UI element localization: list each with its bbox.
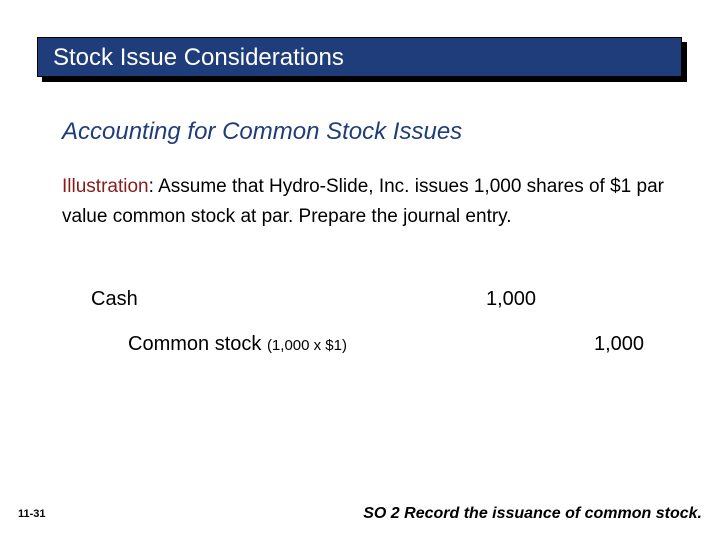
- slide-subtitle: Accounting for Common Stock Issues: [62, 118, 463, 145]
- debit-amount: 1,000: [486, 288, 537, 310]
- illustration-label: Illustration: [62, 176, 149, 197]
- title-bar: [37, 37, 682, 77]
- debit-account: Cash: [91, 288, 138, 310]
- slide-title: Stock Issue Considerations: [53, 44, 344, 71]
- credit-line: [128, 333, 347, 356]
- illustration-text: : Assume that Hydro-Slide, Inc. issues 1,000 shares of $1 par value common stock at par. Prepare the journal entry.: [62, 176, 664, 227]
- study-objective: SO 2 Record the issuance of common stock.: [363, 505, 702, 522]
- credit-account: Common stock: [128, 333, 262, 355]
- credit-note: (1,000 x $1): [266, 337, 347, 354]
- page-number: 11-31: [18, 508, 46, 520]
- illustration-paragraph: [62, 172, 682, 232]
- credit-amount: 1,000: [594, 333, 645, 355]
